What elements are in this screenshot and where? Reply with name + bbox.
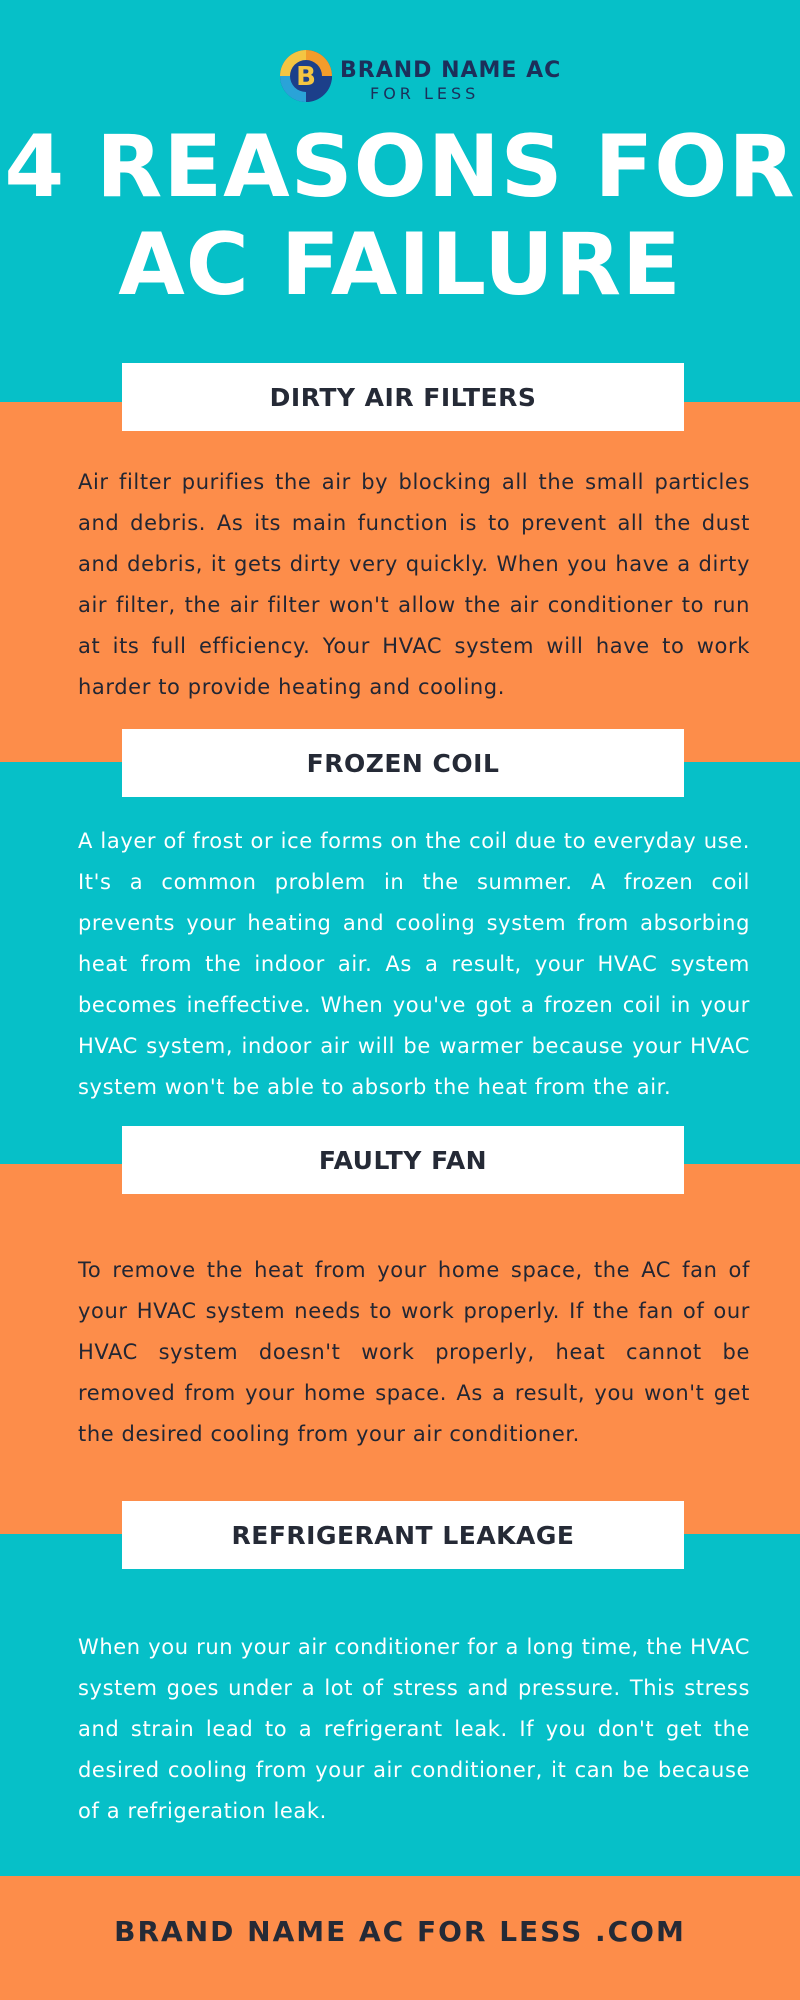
section-text-dirty-air-filters: Air filter purifies the air by blocking all the small particles and debris. As its main function is to prevent all the dust and debris, it gets dirty very quickly. When you have a dirty air filter, the air filter won't allow the air conditioner to run at its full efficiency. Your HVAC system will have to work harder to provide heating and cooling. <box>78 470 750 699</box>
section-heading-faulty-fan: FAULTY FAN <box>122 1126 684 1194</box>
section-text-refrigerant-leakage: When you run your air conditioner for a long time, the HVAC system goes under a lot of stress and pressure. This stress and strain lead to a refrigerant leak. If you don't get the desired cooling from your air conditioner, it can be because of a refrigeration leak. <box>78 1635 750 1823</box>
brand-logo <box>278 48 562 108</box>
brand-logo-icon <box>278 48 334 104</box>
page-title: 4 REASONS FOR AC FAILURE <box>4 117 796 315</box>
section-heading-dirty-air-filters: DIRTY AIR FILTERS <box>122 363 684 431</box>
section-text-frozen-coil: A layer of frost or ice forms on the coil due to everyday use. It's a common problem in the summer. A frozen coil prevents your heating and cooling system from absorbing heat from the indoor air. As a result, your HVAC system becomes ineffective. When you've got a frozen coil in your HVAC system, indoor air will be warmer because your HVAC system won't be able to absorb the heat from the air. <box>78 829 750 1099</box>
brand-tagline: FOR LESS <box>370 84 480 103</box>
section-text-faulty-fan: To remove the heat from your home space, the AC fan of your HVAC system needs to work properly. If the fan of our HVAC system doesn't work properly, heat cannot be removed from your home space. As a result, you won't get the desired cooling from your air conditioner. <box>78 1258 750 1446</box>
footer-website: BRAND NAME AC FOR LESS .COM <box>114 1915 686 1948</box>
brand-logo-letter: B <box>296 62 316 92</box>
section-heading-frozen-coil: FROZEN COIL <box>122 729 684 797</box>
section-heading-refrigerant-leakage: REFRIGERANT LEAKAGE <box>122 1501 684 1569</box>
brand-name: BRAND NAME AC <box>340 58 562 83</box>
